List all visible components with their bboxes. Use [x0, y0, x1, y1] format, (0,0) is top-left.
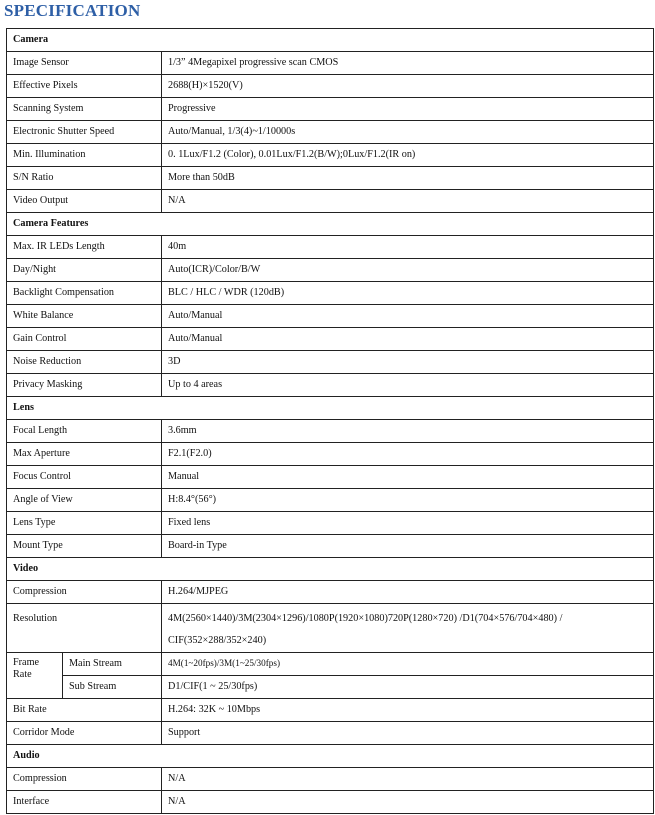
spec-row	[7, 98, 654, 121]
spec-value: 4M(1~20fps)/3M(1~25/30fps)	[162, 653, 654, 676]
spec-row	[7, 305, 654, 328]
spec-row	[7, 144, 654, 167]
spec-row	[7, 374, 654, 397]
spec-label: Backlight Compensation	[7, 282, 162, 305]
spec-row	[7, 512, 654, 535]
spec-row	[7, 443, 654, 466]
spec-row	[7, 190, 654, 213]
section-row-audio	[7, 745, 654, 768]
spec-row	[7, 581, 654, 604]
spec-row	[7, 535, 654, 558]
spec-row	[7, 328, 654, 351]
spec-value: H.264/MJPEG	[162, 581, 654, 604]
spec-label: Electronic Shutter Speed	[7, 121, 162, 144]
spec-value: 3D	[162, 351, 654, 374]
spec-value: Up to 4 areas	[162, 374, 654, 397]
spec-label: Scanning System	[7, 98, 162, 121]
page-title: SPECIFICATION	[4, 1, 141, 20]
spec-label: Resolution	[7, 604, 162, 653]
spec-row	[7, 52, 654, 75]
section-row-lens	[7, 397, 654, 420]
spec-row	[7, 420, 654, 443]
spec-value: Progressive	[162, 98, 654, 121]
section-header-camera: Camera	[7, 29, 654, 52]
spec-label: Angle of View	[7, 489, 162, 512]
spec-label: Min. Illumination	[7, 144, 162, 167]
spec-value: N/A	[162, 190, 654, 213]
spec-label: Focal Length	[7, 420, 162, 443]
spec-sublabel: Sub Stream	[63, 676, 162, 699]
specification-table	[6, 28, 654, 814]
spec-row	[7, 167, 654, 190]
spec-label: Compression	[7, 581, 162, 604]
spec-value: Fixed lens	[162, 512, 654, 535]
spec-label: Gain Control	[7, 328, 162, 351]
spec-label: Image Sensor	[7, 52, 162, 75]
spec-value: 4M(2560×1440)/3M(2304×1296)/1080P(1920×1080)720P(1280×720) /D1(704×576/704×480) / CIF(352×288/352×240)	[162, 604, 654, 653]
spec-row	[7, 236, 654, 259]
spec-value: Manual	[162, 466, 654, 489]
spec-value: 3.6mm	[162, 420, 654, 443]
spec-label: Mount Type	[7, 535, 162, 558]
spec-row	[7, 282, 654, 305]
spec-label: White Balance	[7, 305, 162, 328]
spec-label: Video Output	[7, 190, 162, 213]
spec-value: H:8.4°(56°)	[162, 489, 654, 512]
frame-rate-label-line2: Rate	[13, 669, 32, 681]
section-row-camera	[7, 29, 654, 52]
section-header-lens: Lens	[7, 397, 654, 420]
spec-sublabel: Main Stream	[63, 653, 162, 676]
spec-label: Compression	[7, 768, 162, 791]
spec-value: F2.1(F2.0)	[162, 443, 654, 466]
spec-row	[7, 489, 654, 512]
spec-value: 0. 1Lux/F1.2 (Color), 0.01Lux/F1.2(B/W);0Lux/F1.2(IR on)	[162, 144, 654, 167]
spec-value: N/A	[162, 791, 654, 814]
spec-row	[7, 699, 654, 722]
spec-row	[7, 75, 654, 98]
frame-rate-label-line1: Frame	[13, 657, 40, 668]
section-row-video	[7, 558, 654, 581]
spec-value: Auto/Manual	[162, 305, 654, 328]
spec-value: Auto/Manual, 1/3(4)~1/10000s	[162, 121, 654, 144]
spec-row	[7, 121, 654, 144]
spec-value: 1/3” 4Megapixel progressive scan CMOS	[162, 52, 654, 75]
spec-label: Day/Night	[7, 259, 162, 282]
spec-label: Privacy Masking	[7, 374, 162, 397]
spec-label: Effective Pixels	[7, 75, 162, 98]
spec-value: Auto/Manual	[162, 328, 654, 351]
spec-value: Board-in Type	[162, 535, 654, 558]
section-header-video: Video	[7, 558, 654, 581]
spec-row	[7, 351, 654, 374]
spec-label: Noise Reduction	[7, 351, 162, 374]
spec-row-frame-rate-main	[7, 653, 654, 676]
spec-row	[7, 259, 654, 282]
section-row-camera-features	[7, 213, 654, 236]
spec-value: 40m	[162, 236, 654, 259]
spec-label: Focus Control	[7, 466, 162, 489]
spec-label: Lens Type	[7, 512, 162, 535]
spec-row	[7, 604, 654, 653]
spec-row	[7, 791, 654, 814]
spec-row	[7, 722, 654, 745]
spec-label: Max. IR LEDs Length	[7, 236, 162, 259]
spec-value: H.264: 32K ~ 10Mbps	[162, 699, 654, 722]
spec-value: D1/CIF(1 ~ 25/30fps)	[162, 676, 654, 699]
spec-value: Support	[162, 722, 654, 745]
spec-label: Corridor Mode	[7, 722, 162, 745]
spec-row-frame-rate-sub	[7, 676, 654, 699]
spec-value: 2688(H)×1520(V)	[162, 75, 654, 98]
spec-label: Interface	[7, 791, 162, 814]
frame-rate-label	[7, 653, 63, 699]
section-header-audio: Audio	[7, 745, 654, 768]
spec-row	[7, 768, 654, 791]
spec-label: Bit Rate	[7, 699, 162, 722]
spec-value: N/A	[162, 768, 654, 791]
spec-label: S/N Ratio	[7, 167, 162, 190]
spec-value: Auto(ICR)/Color/B/W	[162, 259, 654, 282]
spec-value: More than 50dB	[162, 167, 654, 190]
spec-row	[7, 466, 654, 489]
spec-label: Max Aperture	[7, 443, 162, 466]
section-header-camera-features: Camera Features	[7, 213, 654, 236]
spec-value: BLC / HLC / WDR (120dB)	[162, 282, 654, 305]
